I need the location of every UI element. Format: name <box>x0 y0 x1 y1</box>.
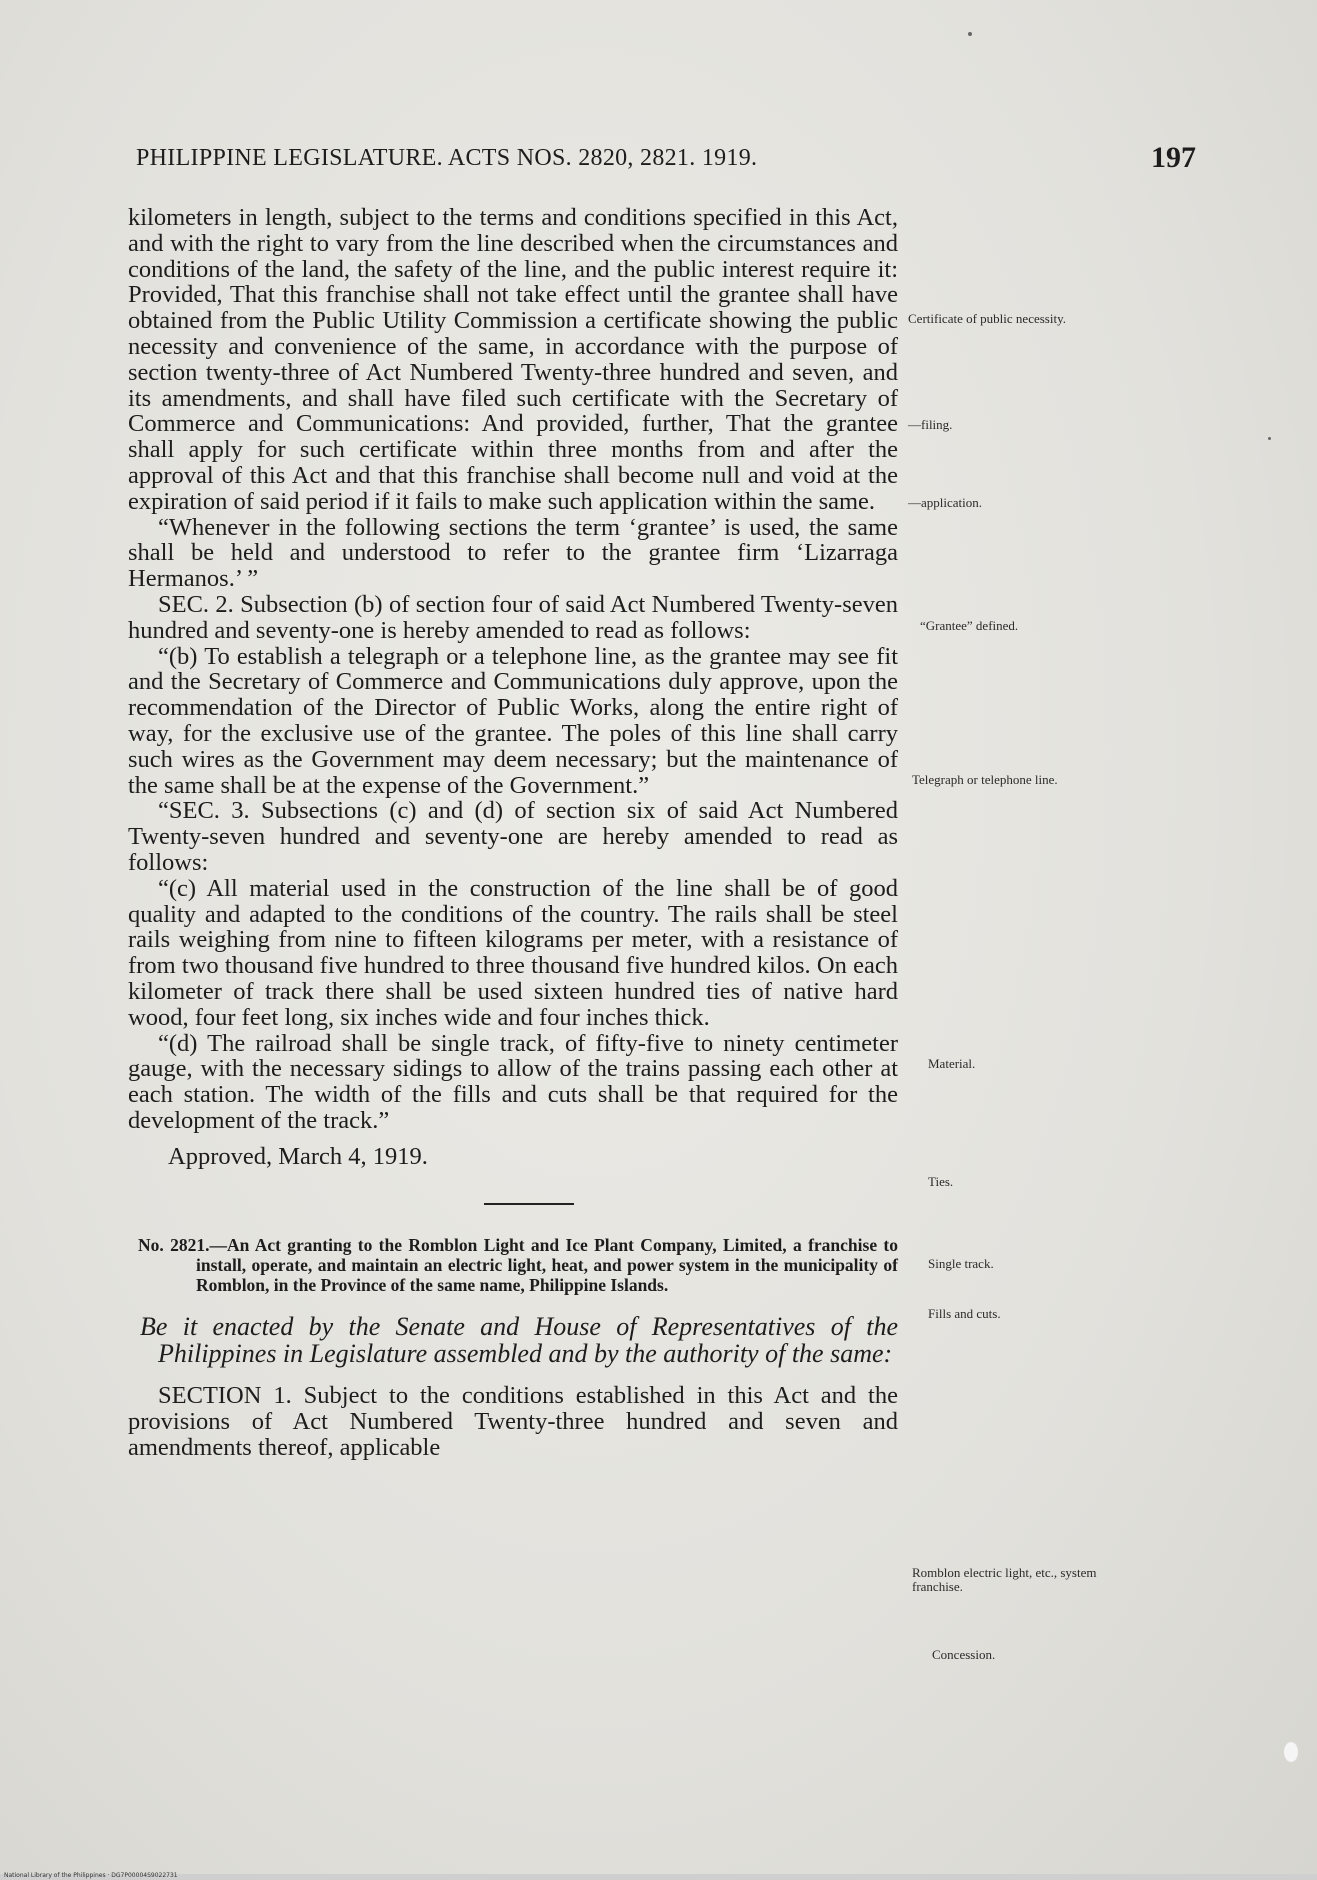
paragraph-subsection-d: “(d) The railroad shall be single track, of fifty-five to ninety centimeter gauge, with the necessary sidings to allow of the trains passing each other at each station. The width of the fills and cuts shall be that required for the development of the track.” <box>128 1029 898 1134</box>
scan-speck <box>1268 437 1271 440</box>
section-1: SECTION 1. Subject to the conditions established in this Act and the provisions of Act Numbered Twenty-three hundred and seven and amendments thereof, applicable <box>128 1382 898 1462</box>
paragraph-subsection-c: “(c) All material used in the construction of the line shall be of good quality and adapted to the conditions of the country. The rails shall be steel rails weighing from nine to fifteen kilograms per meter, with a resistance of from two thousand five hundred to three thousand five hundred kilos. On each kilometer of track there shall be used sixteen hundred ties of native hard wood, four feet long, six inches wide and four inches thick. <box>128 874 898 1031</box>
paragraph-subsection-b: “(b) To establish a telegraph or a telephone line, as the grantee may see fit and the Secretary of Commerce and Communications duly approve, upon the recommendation of the Director of Public Works, along the entire right of way, for the exclusive use of the grantee. The poles of this line shall carry such wires as the Government may deem necessary; but the maintenance of the same shall be at the expense of the Government.” <box>128 642 898 799</box>
act-2821-title: No. 2821.—An Act granting to the Romblon Light and Ice Plant Company, Limited, a franchise to install, operate, and maintain an electric light, heat, and power system in the municipality of Romblon, in the Province of the same name, Philippine Islands. <box>138 1235 898 1296</box>
paragraph-grantee-defined: “Whenever in the following sections the term ‘grantee’ is used, the same shall be held and understood to refer to the grantee firm ‘Lizarraga Hermanos.’ ” <box>128 513 898 593</box>
footer-strip <box>0 1874 1317 1880</box>
page-number: 197 <box>1151 141 1196 174</box>
enacting-clause: Be it enacted by the Senate and House of Representatives of the Philippines in Legislature assembled and by the authority of the same: <box>140 1312 898 1369</box>
margin-note-telegraph: Telegraph or telephone line. <box>912 772 1058 787</box>
scan-id: National Library of the Philippines · DG7P00004S9022731 <box>4 1872 178 1879</box>
margin-note-ties: Ties. <box>928 1174 954 1189</box>
margin-note-fills-cuts: Fills and cuts. <box>928 1306 1001 1321</box>
scan-glare <box>1284 1742 1298 1762</box>
margin-note-romblon-franchise: Romblon electric light, etc., system franchise. <box>912 1565 1097 1594</box>
body-text <box>128 205 898 1461</box>
margin-note-application: —application. <box>908 495 983 510</box>
margin-note-certificate: Certificate of public necessity. <box>908 311 1066 326</box>
margin-note-grantee-defined: “Grantee” defined. <box>920 618 1019 633</box>
paragraph-sec-2: SEC. 2. Subsection (b) of section four of said Act Numbered Twenty-seven hundred and seventy-one is hereby amended to read as follows: <box>128 590 898 644</box>
running-title: PHILIPPINE LEGISLATURE. ACTS NOS. 2820, 2821. 1919. <box>136 145 758 171</box>
margin-note-material: Material. <box>928 1056 976 1071</box>
margin-note-single-track: Single track. <box>928 1256 994 1271</box>
approval-date: Approved, March 4, 1919. <box>168 1142 428 1170</box>
margin-note-filing: —filing. <box>908 417 953 432</box>
scan-speck <box>968 32 972 36</box>
margin-note-concession: Concession. <box>932 1647 996 1662</box>
section-divider <box>484 1203 574 1205</box>
paragraph-sec-3: “SEC. 3. Subsections (c) and (d) of section six of said Act Numbered Twenty-seven hundred and seventy-one are hereby amended to read as follows: <box>128 797 898 876</box>
paragraph-franchise-terms: kilometers in length, subject to the terms and conditions specified in this Act, and with the right to vary from the line described when the circumstances and conditions of the land, the safety of the line, and the public interest require it: Provided, That this franchise shall not take effect until the grantee shall have obtained from the Public Utility Commission a certificate showing the public necessity and convenience of the same, in accordance with the purpose of section twenty-three of Act Numbered Twenty-three hundred and seven, and its amendments, and shall have filed such certificate with the Secretary of Commerce and Communications: And provided, further, That the grantee shall apply for such certificate within three months from and after the approval of this Act and that this franchise shall become null and void at the expiration of said period if it fails to make such application within the same. <box>128 204 898 515</box>
